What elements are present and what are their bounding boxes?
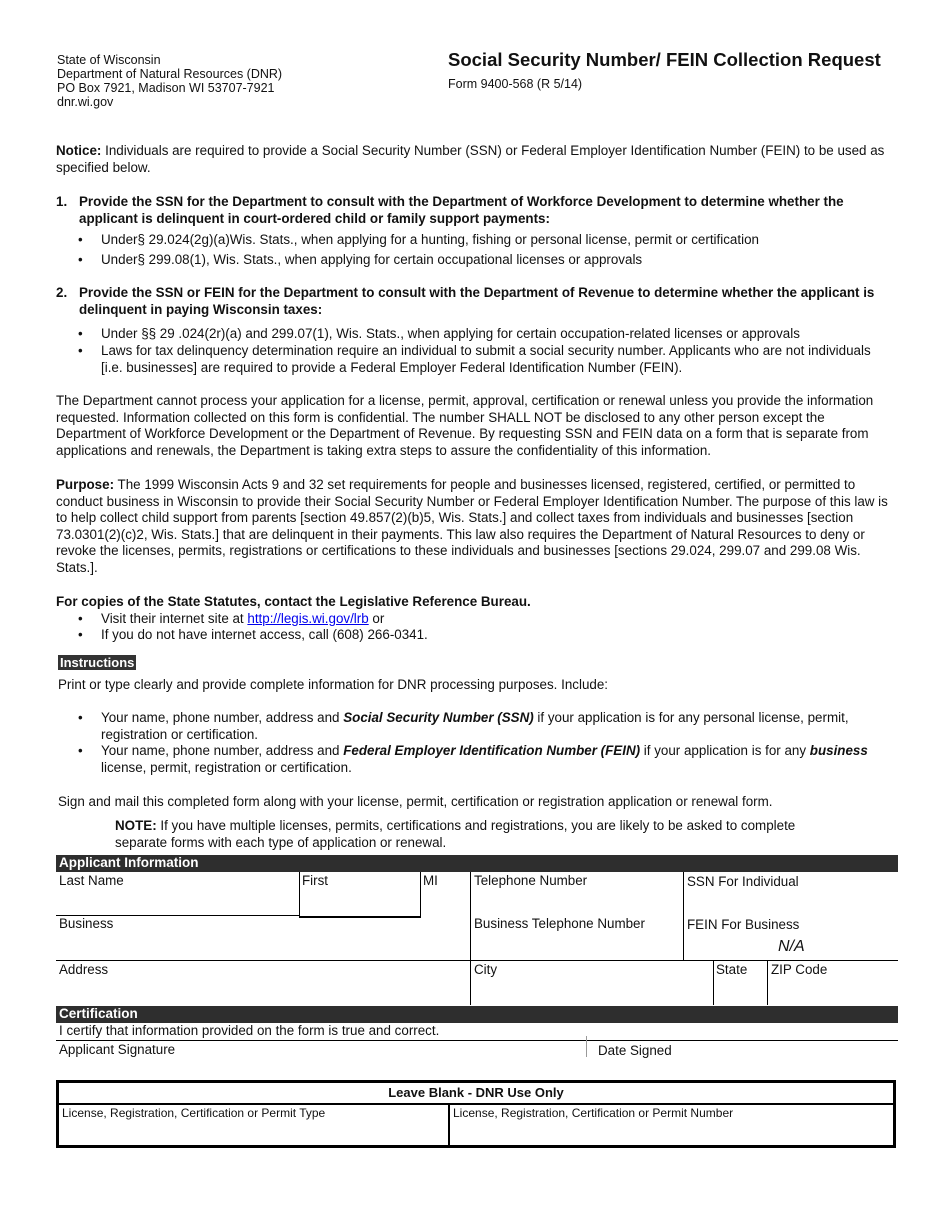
- field-divider: [713, 960, 714, 1005]
- ssn-emphasis: Social Security Number (SSN): [343, 710, 534, 725]
- address-label: Address: [59, 962, 109, 977]
- telephone-label: Telephone Number: [474, 873, 588, 888]
- list-item-text: Your name, phone number, address and: [101, 743, 344, 758]
- note-paragraph: [115, 818, 840, 851]
- visit-suffix: or: [368, 611, 385, 626]
- fein-value[interactable]: N/A: [778, 938, 805, 955]
- notice-label: Notice:: [56, 143, 102, 158]
- ssn-label: SSN For Individual: [687, 874, 799, 889]
- list-item: [78, 232, 888, 249]
- last-name-label: Last Name: [59, 873, 124, 888]
- form-number: Form 9400-568 (R 5/14): [448, 77, 583, 91]
- list-item: [78, 743, 888, 776]
- zip-label: ZIP Code: [771, 962, 828, 977]
- dnr-use-box: [56, 1080, 896, 1148]
- business-label: Business: [59, 916, 114, 931]
- certification-statement: I certify that information provided on the form is true and correct.: [59, 1023, 440, 1038]
- statutes-heading: For copies of the State Statutes, contact the Legislative Reference Bureau.: [56, 594, 531, 609]
- list-item: [78, 326, 888, 343]
- lrb-link[interactable]: http://legis.wi.gov/lrb: [247, 611, 369, 626]
- list-item-text: If you do not have internet access, call (608) 266-0341.: [101, 627, 428, 642]
- section-heading-text: Provide the SSN or FEIN for the Department to consult with the Department of Revenue to determine whether the applicant is delinquent in paying Wisconsin taxes:: [79, 285, 875, 317]
- city-label: City: [474, 962, 498, 977]
- field-underline: [56, 915, 299, 916]
- agency-line: PO Box 7921, Madison WI 53707-7921: [57, 81, 275, 95]
- section-2-heading: [56, 285, 896, 318]
- list-item: [78, 343, 888, 376]
- purpose-paragraph: [56, 477, 896, 576]
- note-label: NOTE:: [115, 818, 157, 833]
- notice-text: Individuals are required to provide a Social Security Number (SSN) or Federal Employer Identification Number (FEIN) to be used as specified below.: [56, 143, 885, 175]
- first-name-label: First: [302, 873, 329, 888]
- purpose-text: The 1999 Wisconsin Acts 9 and 32 set requirements for people and businesses licensed, registered, certified, or permitted to conduct business in Wisconsin to provide their Social Security Number or Federal Employer Identification Number. The purpose of this law is to help collect child support from parents [section 49.857(2)(b)5, Wis. Stats.] and collect taxes from individuals and businesses [section 73.0301(2)(c)2, Wis. Stats.] that are delinquent in their payments. This law also requires the Department of Natural Resources to deny or revoke the licenses, permits, registrations or certifications to these individuals and businesses [sections 29.024, 299.07 and 299.08 Wis. Stats.].: [56, 477, 888, 575]
- instructions-intro: Print or type clearly and provide complete information for DNR processing purposes. Include:: [58, 677, 609, 692]
- section-number: 1.: [56, 194, 68, 209]
- bullet-glyph: •: [78, 343, 83, 358]
- field-divider: [586, 1036, 587, 1057]
- agency-line: Department of Natural Resources (DNR): [57, 67, 283, 81]
- agency-line: dnr.wi.gov: [57, 95, 114, 109]
- instructions-heading: Instructions: [60, 655, 135, 670]
- notice-paragraph: [56, 143, 896, 176]
- field-divider: [420, 872, 421, 916]
- field-divider: [683, 872, 684, 960]
- business-telephone-label: Business Telephone Number: [474, 916, 645, 931]
- bullet-glyph: •: [78, 611, 83, 626]
- list-item-text: Under§ 299.08(1), Wis. Stats., when applying for certain occupational licenses or approvals: [101, 252, 643, 267]
- license-type-label: License, Registration, Certification or Permit Type: [62, 1106, 326, 1120]
- bullet-glyph: •: [78, 627, 83, 642]
- list-item: [78, 611, 888, 628]
- field-divider: [470, 872, 471, 1005]
- list-item-text: Under§ 29.024(2g)(a)Wis. Stats., when applying for a hunting, fishing or personal license, permit or certification: [101, 232, 759, 247]
- confidentiality-paragraph: The Department cannot process your application for a license, permit, approval, certification or renewal unless you provide the information requested. Information collected on this form is confidential. The number SHALL NOT be disclosed to any other person except the Department of Workforce Development or the Department of Revenue. By requesting SSN and FEIN data on a form that is separate from applications and renewals, the Department is taking extra steps to assure the confidentiality of this information.: [56, 393, 874, 458]
- bullet-glyph: •: [78, 252, 83, 267]
- field-divider: [299, 872, 300, 916]
- list-item-text: if your application is for any personal license, permit, registration or certification.: [101, 710, 849, 742]
- field-underline: [56, 1040, 898, 1041]
- note-text: If you have multiple licenses, permits, certifications and registrations, you are likely to be asked to complete separate forms with each type of application or renewal.: [115, 818, 796, 850]
- bullet-glyph: •: [78, 232, 83, 247]
- list-item-text: Under §§ 29 .024(2r)(a) and 299.07(1), Wis. Stats., when applying for certain occupation-related licenses or approvals: [101, 326, 800, 341]
- agency-address: [57, 53, 282, 109]
- list-item-text: if your application is for any: [640, 743, 810, 758]
- field-divider: [767, 960, 768, 1005]
- mi-label: MI: [423, 873, 438, 888]
- applicant-info-header: Applicant Information: [56, 855, 898, 872]
- form-title: Social Security Number/ FEIN Collection Request: [448, 49, 881, 70]
- bullet-glyph: •: [78, 326, 83, 341]
- list-item-text: license, permit, registration or certification.: [101, 759, 352, 775]
- section-number: 2.: [56, 285, 68, 300]
- mail-instruction: Sign and mail this completed form along with your license, permit, certification or registration application or renewal form.: [58, 794, 773, 809]
- business-emphasis: business: [809, 743, 868, 758]
- field-divider: [448, 1105, 450, 1148]
- visit-prefix: Visit their internet site at: [101, 611, 248, 626]
- section-heading-text: Provide the SSN for the Department to consult with the Department of Workforce Development to determine whether the applicant is delinquent in court-ordered child or family support payments:: [79, 194, 844, 226]
- section-1-heading: [56, 194, 896, 227]
- fein-label: FEIN For Business: [687, 917, 800, 932]
- bullet-glyph: •: [78, 743, 83, 758]
- field-underline: [299, 916, 421, 918]
- dnr-use-heading: Leave Blank - DNR Use Only: [59, 1083, 893, 1105]
- list-item-text: Laws for tax delinquency determination require an individual to submit a social security number. Applicants who are not individuals [i.e. businesses] are required to provide a Federal Employer Federal Identification Number (FEIN).: [101, 343, 871, 375]
- bullet-glyph: •: [78, 710, 83, 725]
- list-item: [78, 710, 888, 743]
- certification-header: Certification: [56, 1006, 898, 1023]
- purpose-label: Purpose:: [56, 477, 115, 492]
- state-label: State: [716, 962, 748, 977]
- list-item: [78, 627, 888, 644]
- list-item: [78, 252, 888, 269]
- field-underline: [56, 960, 898, 961]
- fein-emphasis: Federal Employer Identification Number (FEIN): [343, 743, 641, 758]
- list-item-text: Your name, phone number, address and: [101, 710, 344, 725]
- signature-label: Applicant Signature: [59, 1042, 176, 1057]
- license-number-label: License, Registration, Certification or Permit Number: [453, 1106, 734, 1120]
- date-signed-label: Date Signed: [598, 1043, 672, 1058]
- agency-line: State of Wisconsin: [57, 53, 161, 67]
